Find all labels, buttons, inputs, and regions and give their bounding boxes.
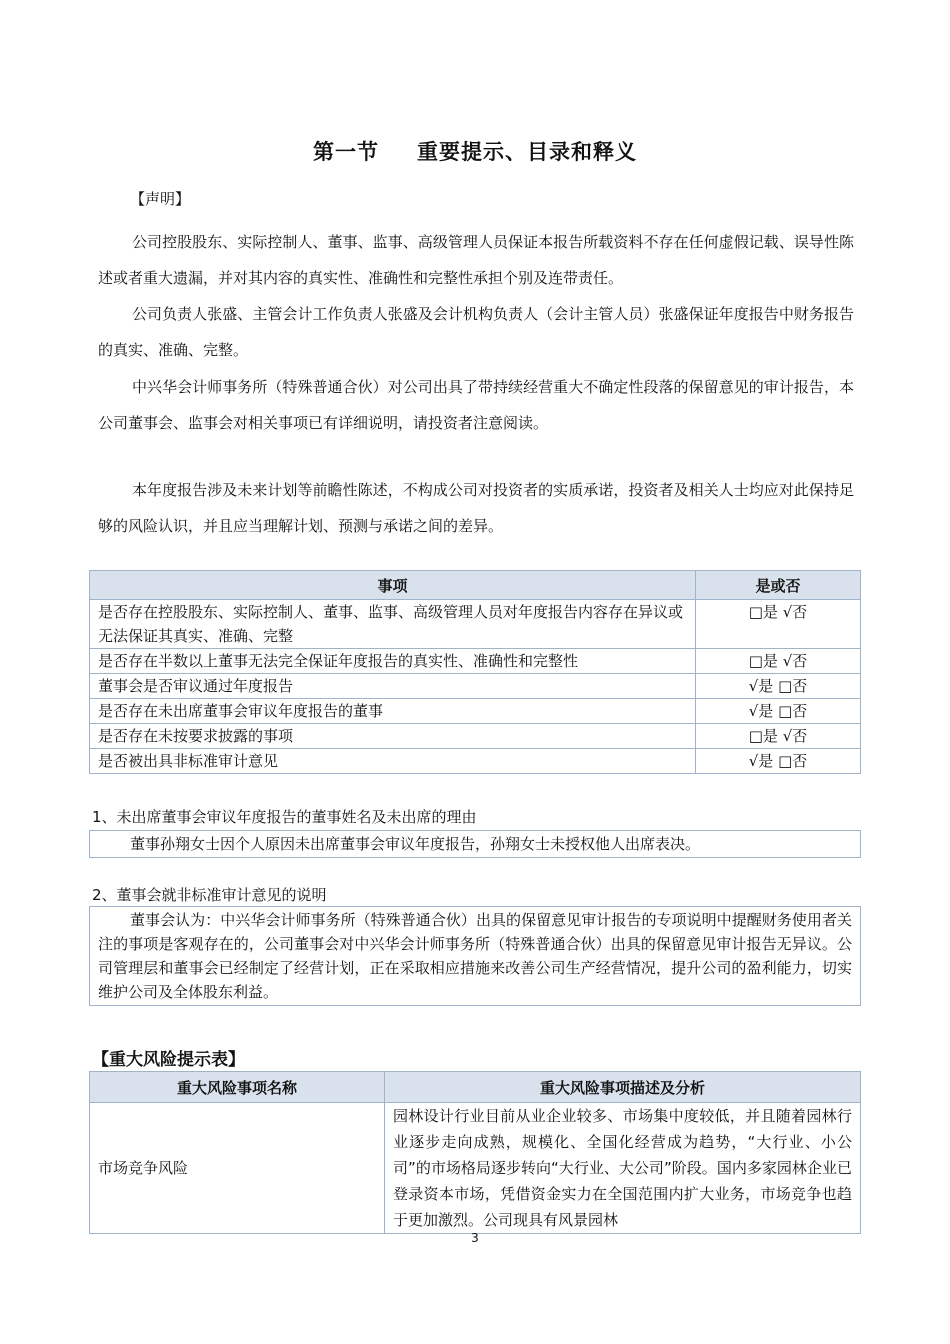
row-answer: √是 □否 — [696, 749, 861, 774]
risk-table-heading: 【重大风险提示表】 — [92, 1050, 245, 1070]
note-label-absent-director: 1、未出席董事会审议年度报告的董事姓名及未出席的理由 — [92, 808, 477, 826]
table-row — [90, 1103, 861, 1234]
declaration-paragraph-4: 本年度报告涉及未来计划等前瞻性陈述，不构成公司对投资者的实质承诺，投资者及相关人士均应对此保持足够的风险认识，并且应当理解计划、预测与承诺之间的差异。 — [98, 481, 854, 535]
note-label-audit-opinion: 2、董事会就非标准审计意见的说明 — [92, 886, 327, 904]
table-row — [90, 724, 861, 749]
section-number: 第一节 — [313, 140, 379, 164]
declaration-label: 【声明】 — [130, 190, 191, 208]
table-row — [90, 600, 861, 649]
page-number: 3 — [471, 1231, 479, 1245]
risk-description: 园林设计行业目前从业企业较多、市场集中度较低，并且随着园林行业逐步走向成熟，规模化、全国化经营成为趋势，“大行业、小公司”的市场格局逐步转向“大行业、大公司”阶段。国内多家园林企业已登录资本市场，凭借资金实力在全国范围内扩大业务，市场竞争也趋于更加激烈。公司现具有风景园林 — [385, 1103, 861, 1234]
page-title — [0, 136, 950, 166]
row-item: 是否存在未出席董事会审议年度报告的董事 — [90, 699, 696, 724]
table-row — [90, 674, 861, 699]
row-answer: □是 √否 — [696, 649, 861, 674]
declaration-paragraph-1: 公司控股股东、实际控制人、董事、监事、高级管理人员保证本报告所载资料不存在任何虚假记载、误导性陈述或者重大遗漏，并对其内容的真实性、准确性和完整性承担个别及连带责任。 — [98, 233, 854, 287]
column-header-item: 事项 — [90, 571, 696, 600]
note-body-absent-director: 董事孙翔女士因个人原因未出席董事会审议年度报告，孙翔女士未授权他人出席表决。 — [89, 830, 861, 858]
table-header-row — [90, 571, 861, 600]
table-header-row — [90, 1072, 861, 1103]
row-item: 是否存在半数以上董事无法完全保证年度报告的真实性、准确性和完整性 — [90, 649, 696, 674]
column-header-risk-description: 重大风险事项描述及分析 — [385, 1072, 861, 1103]
row-answer: □是 √否 — [696, 724, 861, 749]
row-answer: □是 √否 — [696, 600, 861, 649]
row-item: 是否存在控股股东、实际控制人、董事、监事、高级管理人员对年度报告内容存在异议或无法保证其真实、准确、完整 — [90, 600, 696, 649]
table-row — [90, 749, 861, 774]
table-row — [90, 699, 861, 724]
row-item: 是否被出具非标准审计意见 — [90, 749, 696, 774]
section-title: 重要提示、目录和释义 — [417, 140, 637, 164]
declaration-paragraph-3: 中兴华会计师事务所（特殊普通合伙）对公司出具了带持续经营重大不确定性段落的保留意见的审计报告，本公司董事会、监事会对相关事项已有详细说明，请投资者注意阅读。 — [98, 378, 854, 432]
note-body-audit-opinion: 董事会认为：中兴华会计师事务所（特殊普通合伙）出具的保留意见审计报告的专项说明中提醒财务使用者关注的事项是客观存在的，公司董事会对中兴华会计师事务所（特殊普通合伙）出具的保留意见审计报告无异议。公司管理层和董事会已经制定了经营计划，正在采取相应措施来改善公司生产经营情况，提升公司的盈利能力，切实维护公司及全体股东利益。 — [89, 906, 861, 1006]
risk-name: 市场竞争风险 — [90, 1103, 385, 1234]
row-item: 董事会是否审议通过年度报告 — [90, 674, 696, 699]
row-answer: √是 □否 — [696, 699, 861, 724]
confirmation-table — [89, 570, 861, 774]
row-item: 是否存在未按要求披露的事项 — [90, 724, 696, 749]
risk-table — [89, 1071, 861, 1234]
column-header-answer: 是或否 — [696, 571, 861, 600]
table-row — [90, 649, 861, 674]
declaration-paragraph-2: 公司负责人张盛、主管会计工作负责人张盛及会计机构负责人（会计主管人员）张盛保证年度报告中财务报告的真实、准确、完整。 — [98, 305, 854, 359]
column-header-risk-name: 重大风险事项名称 — [90, 1072, 385, 1103]
row-answer: √是 □否 — [696, 674, 861, 699]
